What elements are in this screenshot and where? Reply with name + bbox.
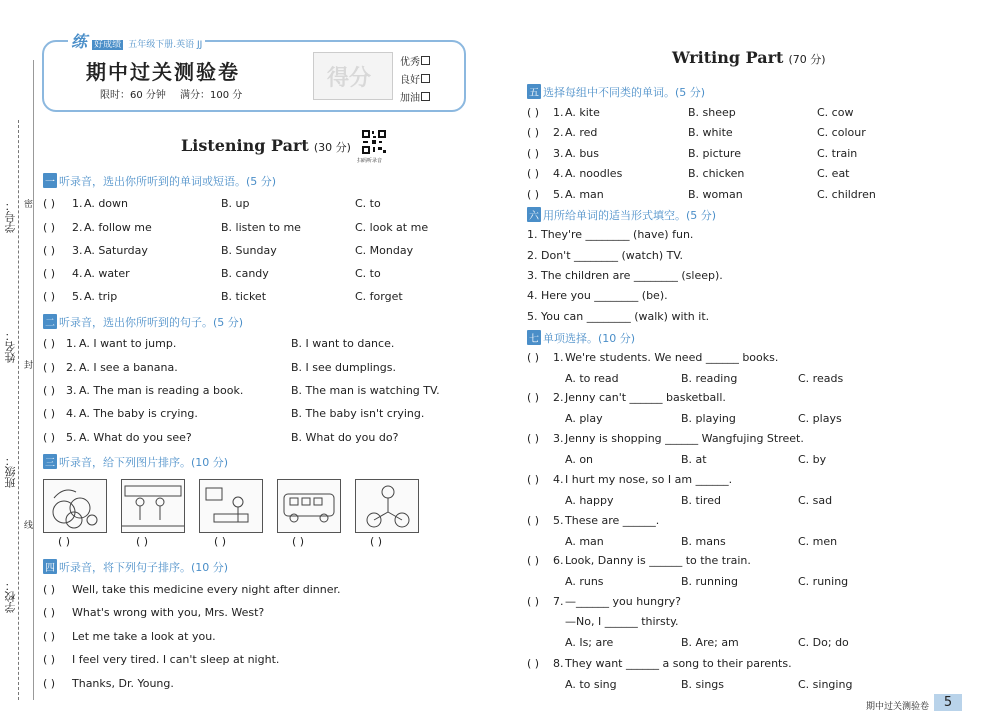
option-a[interactable]: A. follow me — [84, 221, 152, 234]
picture-answer-2[interactable]: ( ) — [136, 535, 149, 548]
qr-code-icon[interactable] — [361, 129, 387, 155]
sentence: Thanks, Dr. Young. — [72, 677, 174, 690]
option-b[interactable]: B. sings — [681, 678, 725, 691]
option-a[interactable]: A. I see a banana. — [79, 361, 178, 374]
picture-boy-on-bike — [355, 479, 419, 533]
option-b[interactable]: B. Sunday — [221, 244, 277, 257]
option-a[interactable]: A. water — [84, 267, 130, 280]
option-a[interactable]: A. trip — [84, 290, 118, 303]
option-b[interactable]: B. The man is watching TV. — [291, 384, 440, 397]
option-a[interactable]: A. The baby is crying. — [79, 407, 198, 420]
option-b[interactable]: B. up — [221, 197, 250, 210]
option-b[interactable]: B. running — [681, 575, 738, 588]
option-b[interactable]: B. The baby isn't crying. — [291, 407, 425, 420]
footer-label: 期中过关测验卷 — [866, 702, 930, 712]
option-b[interactable]: B. I want to dance. — [291, 337, 395, 350]
option-b[interactable]: B. white — [688, 126, 733, 139]
answer-blank[interactable]: ( ) — [43, 244, 56, 257]
seal-char-xian: 线 — [24, 521, 34, 531]
option-c[interactable]: C. look at me — [355, 221, 429, 234]
option-b[interactable]: B. picture — [688, 147, 741, 160]
answer-blank[interactable]: ( ) — [527, 126, 540, 139]
option-b[interactable]: B. playing — [681, 412, 736, 425]
question-number: 4. — [553, 473, 564, 486]
option-c[interactable]: C. Do; do — [798, 636, 849, 649]
question-text-2: —No, I ______ thirsty. — [565, 615, 679, 628]
answer-blank[interactable]: ( ) — [527, 514, 540, 527]
question-number: 2. — [553, 391, 564, 404]
fill-in-sentence[interactable]: 2. Don't ________ (watch) TV. — [527, 249, 683, 262]
sentence: I feel very tired. I can't sleep at night. — [72, 653, 280, 666]
series-logo-sub: 好成绩 — [94, 40, 122, 50]
answer-blank[interactable]: ( ) — [527, 391, 540, 404]
sentence: Let me take a look at you. — [72, 630, 216, 643]
option-b[interactable]: B. woman — [688, 188, 743, 201]
fold-line — [33, 60, 34, 700]
option-b[interactable]: B. reading — [681, 372, 738, 385]
grade-info: 五年级下册.英语 JJ — [128, 40, 203, 50]
answer-blank[interactable]: ( ) — [43, 677, 56, 690]
answer-blank[interactable]: ( ) — [43, 221, 56, 234]
answer-blank[interactable]: ( ) — [43, 630, 56, 643]
answer-blank[interactable]: ( ) — [43, 431, 56, 444]
option-c[interactable]: C. cow — [817, 106, 854, 119]
option-a[interactable]: A. man — [565, 188, 604, 201]
option-c[interactable]: C. children — [817, 188, 876, 201]
answer-blank[interactable]: ( ) — [43, 290, 56, 303]
question-number: 2. — [72, 221, 83, 234]
question-number: 1. — [553, 106, 564, 119]
question-number: 1. — [66, 337, 77, 350]
question-number: 2. — [553, 126, 564, 139]
option-b[interactable]: B. at — [681, 453, 707, 466]
writing-heading: Writing Part (70 分) — [672, 48, 826, 67]
picture-answer-5[interactable]: ( ) — [370, 535, 383, 548]
sentence: What's wrong with you, Mrs. West? — [72, 606, 265, 619]
option-a[interactable]: A. bus — [565, 147, 600, 160]
option-a[interactable]: A. play — [565, 412, 603, 425]
option-b[interactable]: B. I see dumplings. — [291, 361, 396, 374]
qr-caption: 扫码听录音 — [357, 158, 383, 164]
answer-blank[interactable]: ( ) — [527, 554, 540, 567]
option-b[interactable]: B. ticket — [221, 290, 267, 303]
fill-in-sentence[interactable]: 1. They're ________ (have) fun. — [527, 228, 694, 241]
answer-blank[interactable]: ( ) — [43, 606, 56, 619]
option-c[interactable]: C. eat — [817, 167, 850, 180]
series-banner — [68, 29, 205, 52]
option-c[interactable]: C. forget — [355, 290, 403, 303]
question-number: 5. — [553, 514, 564, 527]
option-a[interactable]: A. happy — [565, 494, 614, 507]
answer-blank[interactable]: ( ) — [43, 197, 56, 210]
option-b[interactable]: B. candy — [221, 267, 269, 280]
option-b[interactable]: B. listen to me — [221, 221, 301, 234]
answer-blank[interactable]: ( ) — [527, 188, 540, 201]
option-b[interactable]: B. sheep — [688, 106, 736, 119]
name-label: 姓名： — [4, 330, 17, 363]
option-a[interactable]: A. down — [84, 197, 129, 210]
answer-blank[interactable]: ( ) — [43, 267, 56, 280]
series-logo: 练 — [71, 32, 88, 51]
class-label: 班级： — [4, 455, 17, 488]
option-a[interactable]: A. to read — [565, 372, 619, 385]
section-7-heading: 七 单项选择。(10 分) — [529, 332, 636, 345]
option-a[interactable]: A. noodles — [565, 167, 623, 180]
question-number: 6. — [553, 554, 564, 567]
question-number: 4. — [72, 267, 83, 280]
option-c[interactable]: C. train — [817, 147, 858, 160]
picture-bus — [277, 479, 341, 533]
answer-blank[interactable]: ( ) — [527, 657, 540, 670]
option-a[interactable]: A. What do you see? — [79, 431, 192, 444]
answer-blank[interactable]: ( ) — [527, 351, 540, 364]
answer-blank[interactable]: ( ) — [43, 384, 56, 397]
question-text: They want ______ a song to their parents. — [565, 657, 792, 670]
question-number: 1. — [553, 351, 564, 364]
option-a[interactable]: A. kite — [565, 106, 600, 119]
option-b[interactable]: B. mans — [681, 535, 726, 548]
question-number: 3. — [553, 432, 564, 445]
rating-keep-going[interactable]: 加油 — [400, 89, 430, 104]
fill-in-sentence[interactable]: 3. The children are ________ (sleep). — [527, 269, 723, 282]
fill-in-sentence[interactable]: 5. You can ________ (walk) with it. — [527, 310, 710, 323]
seal-char-mi: 密 — [24, 200, 34, 210]
page-number: 5 — [934, 694, 962, 711]
option-a[interactable]: A. on — [565, 453, 594, 466]
option-c[interactable]: C. to — [355, 267, 381, 280]
answer-blank[interactable]: ( ) — [527, 106, 540, 119]
question-text: Jenny is shopping ______ Wangfujing Street. — [565, 432, 804, 445]
option-a[interactable]: A. Saturday — [84, 244, 148, 257]
full-score: 满分：100 分 — [180, 90, 243, 101]
option-c[interactable]: C. sad — [798, 494, 833, 507]
answer-blank[interactable]: ( ) — [527, 167, 540, 180]
answer-blank[interactable]: ( ) — [527, 595, 540, 608]
option-c[interactable]: C. colour — [817, 126, 866, 139]
option-c[interactable]: C. by — [798, 453, 827, 466]
picture-people-walking — [121, 479, 185, 533]
section-2-heading: 二 听录音，选出你所听到的句子。(5 分) — [45, 316, 244, 329]
question-number: 5. — [66, 431, 77, 444]
answer-blank[interactable]: ( ) — [527, 432, 540, 445]
question-number: 2. — [66, 361, 77, 374]
section-4-heading: 四 听录音，将下列句子排序。(10 分) — [45, 561, 229, 574]
option-c[interactable]: C. plays — [798, 412, 842, 425]
rating-excellent[interactable]: 优秀 — [400, 53, 430, 68]
question-number: 4. — [66, 407, 77, 420]
answer-blank[interactable]: ( ) — [527, 147, 540, 160]
question-number: 4. — [553, 167, 564, 180]
option-a[interactable]: A. runs — [565, 575, 604, 588]
rating-good[interactable]: 良好 — [400, 71, 430, 86]
option-a[interactable]: A. man — [565, 535, 604, 548]
option-b[interactable]: B. chicken — [688, 167, 745, 180]
section-1-heading: 一 听录音，选出你所听到的单词或短语。(5 分) — [45, 175, 277, 188]
question-number: 8. — [553, 657, 564, 670]
question-number: 5. — [72, 290, 83, 303]
answer-blank[interactable]: ( ) — [43, 407, 56, 420]
option-c[interactable]: C. men — [798, 535, 838, 548]
answer-blank[interactable]: ( ) — [43, 361, 56, 374]
option-a[interactable]: A. red — [565, 126, 598, 139]
time-limit: 限时：60 分钟 — [100, 90, 166, 101]
question-text: I hurt my nose, so I am ______. — [565, 473, 733, 486]
picture-answer-4[interactable]: ( ) — [292, 535, 305, 548]
option-c[interactable]: C. Monday — [355, 244, 414, 257]
option-a[interactable]: A. The man is reading a book. — [79, 384, 244, 397]
option-b[interactable]: B. What do you do? — [291, 431, 399, 444]
question-number: 3. — [553, 147, 564, 160]
picture-room-scene — [199, 479, 263, 533]
student-id-label: 学号： — [4, 200, 17, 233]
option-a[interactable]: A. to sing — [565, 678, 617, 691]
seal-char-feng: 封 — [24, 361, 34, 371]
option-c[interactable]: C. to — [355, 197, 381, 210]
option-c[interactable]: C. singing — [798, 678, 853, 691]
score-stamp: 得分 — [327, 66, 372, 91]
answer-blank[interactable]: ( ) — [43, 583, 56, 596]
section-3-heading: 三 听录音，给下列图片排序。(10 分) — [45, 456, 229, 469]
question-text: We're students. We need ______ books. — [565, 351, 779, 364]
question-number: 3. — [72, 244, 83, 257]
question-text: Jenny can't ______ basketball. — [565, 391, 726, 404]
page-title: 期中过关测验卷 — [86, 60, 240, 84]
school-label: 学校： — [4, 580, 17, 613]
answer-blank[interactable]: ( ) — [527, 473, 540, 486]
answer-blank[interactable]: ( ) — [43, 337, 56, 350]
question-number: 1. — [72, 197, 83, 210]
question-number: 5. — [553, 188, 564, 201]
option-c[interactable]: C. runing — [798, 575, 849, 588]
listening-heading: Listening Part (30 分) — [181, 136, 351, 155]
sentence: Well, take this medicine every night after dinner. — [72, 583, 341, 596]
option-c[interactable]: C. reads — [798, 372, 844, 385]
question-number: 3. — [66, 384, 77, 397]
question-number: 7. — [553, 595, 564, 608]
section-5-heading: 五 选择每组中不同类的单词。(5 分) — [529, 86, 706, 99]
picture-answer-3[interactable]: ( ) — [214, 535, 227, 548]
option-a[interactable]: A. I want to jump. — [79, 337, 177, 350]
section-6-heading: 六 用所给单词的适当形式填空。(5 分) — [529, 209, 717, 222]
answer-blank[interactable]: ( ) — [43, 653, 56, 666]
question-text: These are ______. — [565, 514, 660, 527]
option-b[interactable]: B. tired — [681, 494, 721, 507]
question-text: Look, Danny is ______ to the train. — [565, 554, 751, 567]
question-text: —______ you hungry? — [565, 595, 681, 608]
option-b[interactable]: B. Are; am — [681, 636, 739, 649]
picture-fruits — [43, 479, 107, 533]
picture-answer-1[interactable]: ( ) — [58, 535, 71, 548]
fill-in-sentence[interactable]: 4. Here you ________ (be). — [527, 289, 668, 302]
option-a[interactable]: A. Is; are — [565, 636, 614, 649]
